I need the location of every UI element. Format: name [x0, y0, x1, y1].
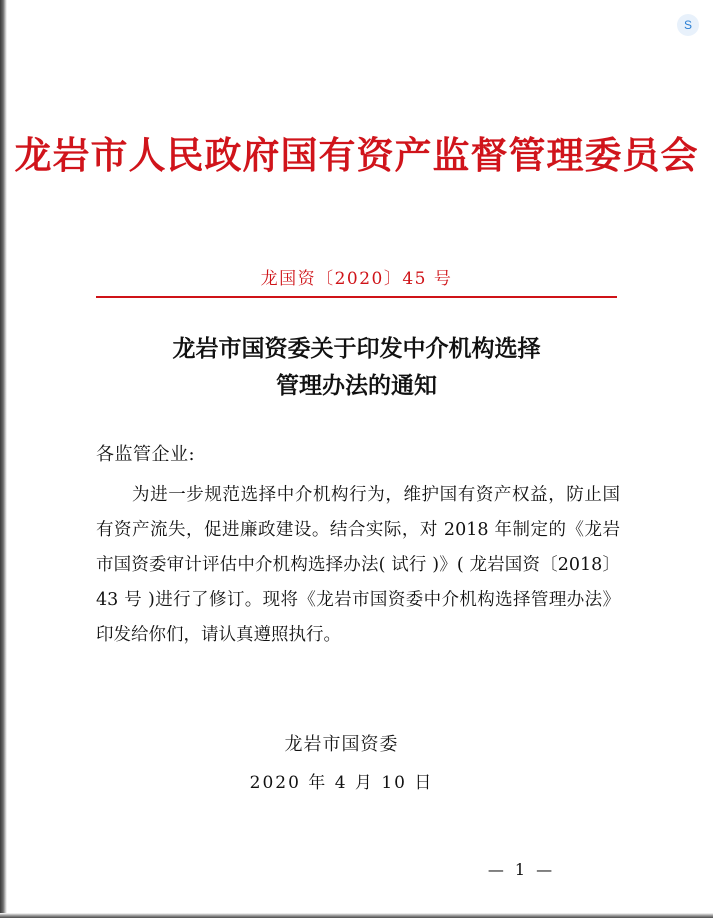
signature-organization: 龙岩市国资委: [284, 734, 399, 755]
document-number: 龙国资〔2020〕45 号: [260, 269, 453, 289]
subject-line-2: 管理办法的通知: [276, 372, 437, 399]
signature-date: 2020 年 4 月 10 日: [249, 773, 434, 793]
salutation: 各监管企业:: [96, 444, 196, 465]
page-number: — 1 —: [487, 860, 556, 879]
document-subject: [0, 330, 713, 404]
subject-line-1: 龙岩市国资委关于印发中介机构选择: [172, 335, 541, 362]
corner-badge-icon: S: [677, 14, 699, 36]
issuing-body-title: 龙岩市人民政府国有资产监督管理委员会: [14, 133, 699, 177]
red-divider-rule: [96, 296, 617, 298]
scan-edge-bottom: [0, 913, 713, 918]
body-paragraph: 为进一步规范选择中介机构行为，维护国有资产权益，防止国有资产流失，促进廉政建设。结合实际，对 2018 年制定的《龙岩市国资委审计评估中介机构选择办法( 试行 )》( 龙岩国资〔2018〕43 号 )进行了修订。现将《龙岩市国资委中介机构选择管理办法》印发给你们，请认真遵照执行。: [96, 485, 620, 645]
